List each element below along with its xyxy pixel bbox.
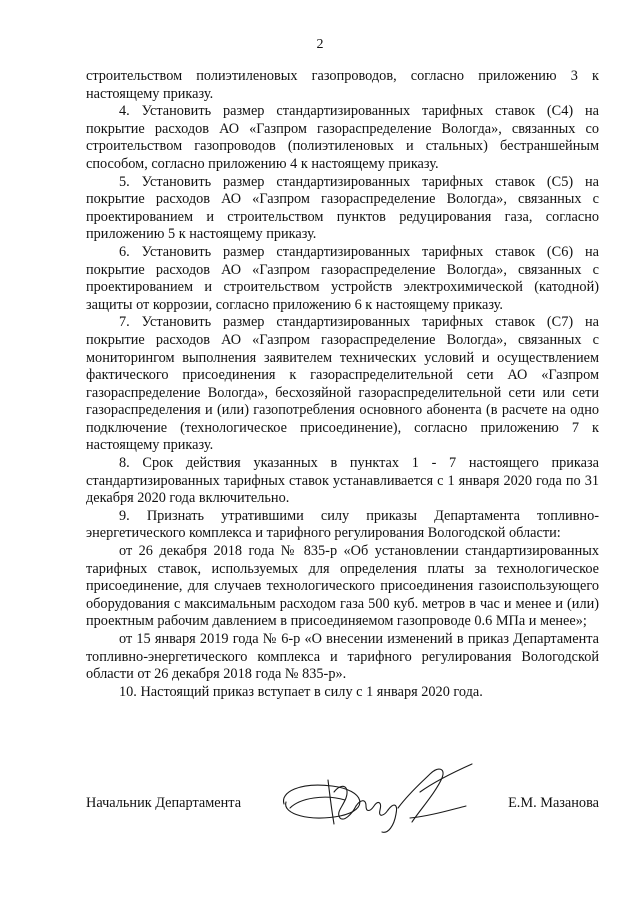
paragraph-item-4: 4. Установить размер стандартизированных тарифных ставок (С4) на покрытие расходов АО «Газпром газораспределение Вологда», связанных со строительством газопроводов (полиэтиленовых и стальных) бестраншейным способом, согласно приложению 4 к настоящему приказу. [86, 103, 599, 172]
order-body [86, 68, 599, 701]
paragraph-item-10: 10. Настоящий приказ вступает в силу с 1 января 2020 года. [119, 683, 483, 700]
paragraph-item-7: 7. Установить размер стандартизированных тарифных ставок (С7) на покрытие расходов АО «Газпром газораспределение Вологда», связанных с мониторингом выполнения заявителем технических условий и осуществлением фактического присоединения к газораспределительной сети АО «Газпром газораспределение Вологда», бесхозяйной газораспределительной сети или сети газораспределения и (или) газопотребления основного абонента (в расчете на одно подключение (технологическое присоединение), согласно приложению 7 к настоящему приказу. [86, 314, 599, 454]
paragraph-repealed-order-835: от 26 декабря 2018 года № 835-р «Об установлении стандартизированных тарифных ставок, используемых для определения платы за технологическое присоединение, для случаев технологического присоединения газоиспользующего оборудования с максимальным расходом газа 500 куб. метров в час и менее и (или) проектным рабочим давлением в присоединяемом газопроводе 0.6 МПа и менее»; [86, 543, 599, 630]
paragraph-continuation: строительством полиэтиленовых газопроводов, согласно приложению 3 к настоящему приказу. [86, 68, 599, 102]
signatory-title: Начальник Департамента [86, 795, 242, 811]
paragraph-repealed-order-6: от 15 января 2019 года № 6-р «О внесении изменений в приказ Департамента топливно-энергетического комплекса и тарифного регулирования Вологодской области от 26 декабря 2018 года № 835-р». [86, 631, 599, 683]
paragraph-item-6: 6. Установить размер стандартизированных тарифных ставок (С6) на покрытие расходов АО «Газпром газораспределение Вологда», связанных с проектированием и строительством устройств электрохимической (катодной) защиты от коррозии, согласно приложению 6 к настоящему приказу. [86, 243, 599, 313]
signature-row [86, 795, 599, 819]
page-number: 2 [316, 37, 324, 52]
signatory-name: Е.М. Мазанова [508, 795, 599, 811]
paragraph-item-8: 8. Срок действия указанных в пунктах 1 - 7 настоящего приказа стандартизированных тарифных ставок устанавливается с 1 января 2020 года по 31 декабря 2020 года включительно. [86, 455, 599, 507]
paragraph-item-9: 9. Признать утратившими силу приказы Департамента топливно-энергетического комплекса и тарифного регулирования Вологодской области: [86, 507, 599, 542]
paragraph-item-5: 5. Установить размер стандартизированных тарифных ставок (С5) на покрытие расходов АО «Газпром газораспределение Вологда», связанных с проектированием и строительством пунктов редуцирования газа, согласно приложению 5 к настоящему приказу. [86, 173, 599, 243]
